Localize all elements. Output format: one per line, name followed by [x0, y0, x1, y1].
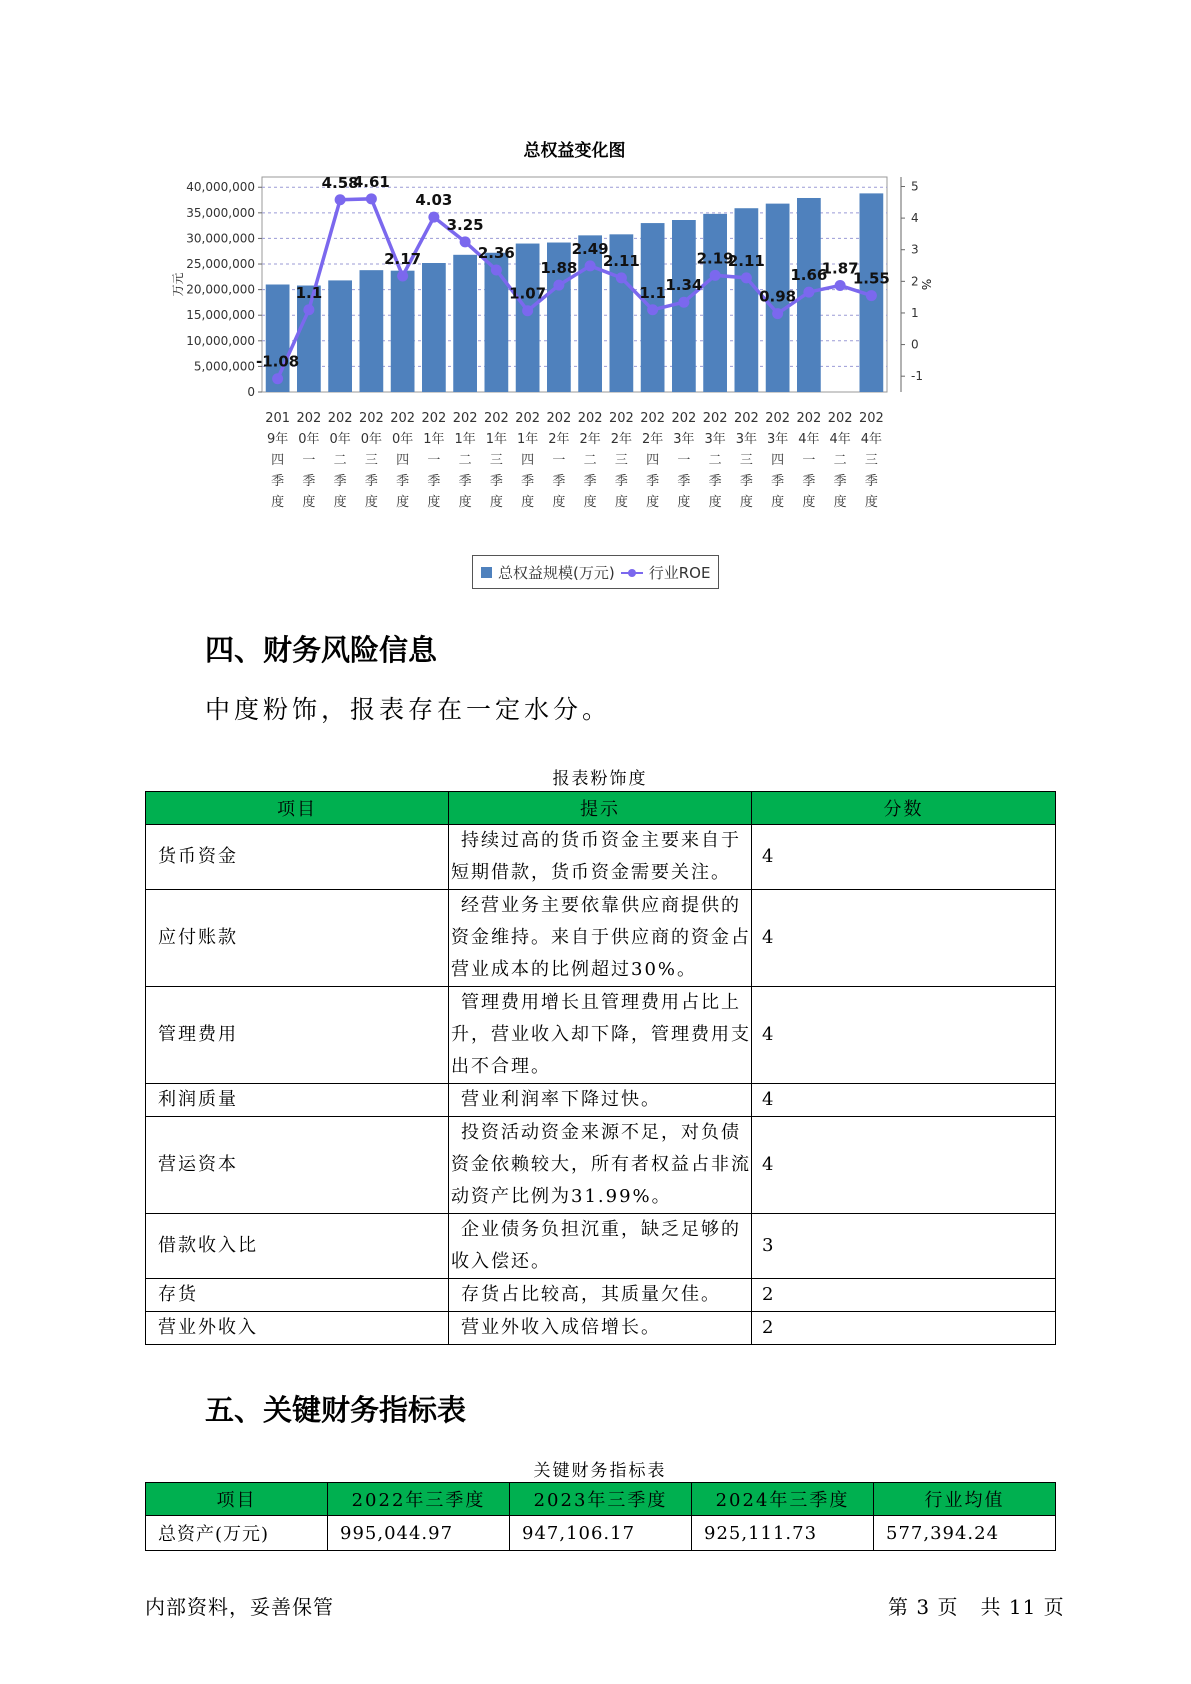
right-tick-label: 5	[911, 179, 919, 194]
risk-hint	[449, 1084, 752, 1117]
metrics-header-item: 项目	[146, 1483, 328, 1516]
x-tick-label: 季	[739, 474, 753, 489]
table-row	[146, 1279, 1056, 1312]
x-tick-label: 度	[364, 495, 378, 510]
x-tick-label: 0年	[391, 432, 414, 447]
risk-item: 应付账款	[146, 890, 449, 987]
right-tick-label: 1	[911, 305, 919, 320]
risk-hint-line: 管理费用增长且管理费用占比上	[461, 992, 741, 1013]
table-row	[146, 825, 1056, 890]
bar	[516, 244, 540, 392]
roe-data-label: 1.07	[509, 284, 547, 303]
x-tick-label: 三	[739, 453, 753, 468]
x-tick-label: 度	[302, 495, 316, 510]
x-tick-label: 季	[458, 474, 472, 489]
right-tick-label: 3	[911, 242, 919, 257]
x-tick-label: 度	[864, 495, 878, 510]
x-tick-label: 季	[489, 474, 503, 489]
risk-hint-line: 短期借款，货币资金需要关注。	[451, 862, 731, 883]
risk-item: 货币资金	[146, 825, 449, 890]
left-tick-label: 5,000,000	[193, 359, 255, 374]
x-tick-label: 度	[708, 495, 722, 510]
roe-data-label: 0.98	[759, 287, 797, 306]
risk-hint	[449, 987, 752, 1084]
x-tick-label: 度	[489, 495, 503, 510]
x-tick-label: 四	[396, 453, 410, 468]
x-tick-label: 四	[521, 453, 535, 468]
x-tick-label: 二	[833, 453, 847, 468]
legend-bar-swatch	[481, 567, 492, 578]
x-tick-label: 季	[864, 474, 878, 489]
x-tick-label: 度	[614, 495, 628, 510]
roe-point	[366, 193, 377, 204]
x-tick-label: 一	[552, 453, 566, 468]
x-tick-label: 季	[333, 474, 347, 489]
risk-hint	[449, 1117, 752, 1214]
x-tick-label: 2年	[610, 432, 633, 447]
x-tick-label: 202	[421, 411, 447, 426]
x-tick-label: 度	[396, 495, 410, 510]
x-tick-label: 二	[708, 453, 722, 468]
bar	[360, 270, 384, 392]
x-tick-label: 度	[771, 495, 785, 510]
x-tick-label: 二	[583, 453, 597, 468]
x-tick-label: 2年	[548, 432, 570, 447]
left-tick-label: 30,000,000	[186, 231, 255, 246]
roe-data-label: 2.11	[727, 251, 765, 270]
right-tick-label: 0	[911, 337, 919, 352]
x-tick-label: 度	[333, 495, 347, 510]
section5-heading: 五、关键财务指标表	[205, 1393, 467, 1427]
x-tick-label: 度	[427, 495, 441, 510]
x-tick-label: 季	[833, 474, 847, 489]
x-tick-label: 四	[771, 453, 785, 468]
risk-item: 存货	[146, 1279, 449, 1312]
roe-data-label: 2.17	[384, 249, 422, 268]
right-tick-label: 2	[911, 274, 919, 289]
risk-hint-line: 营业成本的比例超过30%。	[451, 959, 698, 980]
roe-point	[616, 272, 627, 283]
x-tick-label: 202	[640, 411, 666, 426]
x-tick-label: 季	[302, 474, 316, 489]
table-row	[146, 1117, 1056, 1214]
x-tick-label: 季	[427, 474, 441, 489]
x-tick-label: 202	[358, 411, 384, 426]
metrics-header-avg: 行业均值	[874, 1483, 1056, 1516]
metrics-cell: 925,111.73	[692, 1516, 874, 1551]
x-tick-label: 四	[646, 453, 660, 468]
left-tick-label: 10,000,000	[186, 333, 255, 348]
table-row	[146, 1084, 1056, 1117]
roe-point	[397, 270, 408, 281]
metrics-header-2022: 2022年三季度	[328, 1483, 510, 1516]
x-tick-label: 度	[521, 495, 535, 510]
x-tick-label: 季	[396, 474, 410, 489]
x-tick-label: 度	[583, 495, 597, 510]
risk-score: 4	[752, 1117, 1056, 1214]
x-tick-label: 度	[458, 495, 472, 510]
roe-point	[741, 272, 752, 283]
x-tick-label: 3年	[735, 432, 758, 447]
x-tick-label: 四	[271, 453, 285, 468]
plot-area	[262, 177, 887, 392]
x-tick-label: 202	[515, 411, 541, 426]
risk-hint-line: 收入偿还。	[451, 1251, 551, 1272]
metrics-cell: 995,044.97	[328, 1516, 510, 1551]
risk-hint-line: 营业利润率下降过快。	[461, 1089, 661, 1110]
risk-score: 4	[752, 825, 1056, 890]
x-tick-label: 9年	[266, 432, 289, 447]
legend-line-swatch	[621, 567, 643, 578]
x-tick-label: 三	[364, 453, 378, 468]
legend-bar-label: 总权益规模(万元)	[498, 563, 615, 582]
x-tick-label: 1年	[423, 432, 445, 447]
bar	[735, 208, 759, 392]
x-tick-label: 202	[327, 411, 353, 426]
x-tick-label: 202	[702, 411, 728, 426]
x-tick-label: 季	[614, 474, 628, 489]
x-tick-label: 2年	[579, 432, 601, 447]
risk-score: 4	[752, 890, 1056, 987]
roe-data-label: 1.55	[852, 269, 890, 288]
x-tick-label: 202	[452, 411, 478, 426]
x-tick-label: 0年	[360, 432, 383, 447]
x-tick-label: 季	[646, 474, 660, 489]
x-tick-label: 4年	[860, 432, 883, 447]
metrics-table-caption: 关键财务指标表	[533, 1461, 667, 1481]
risk-score: 4	[752, 987, 1056, 1084]
roe-point	[772, 308, 783, 319]
risk-hint-line: 经营业务主要依靠供应商提供的	[461, 895, 741, 916]
x-tick-label: 202	[671, 411, 697, 426]
x-tick-label: 202	[733, 411, 759, 426]
x-tick-label: 一	[802, 453, 816, 468]
risk-hint-line: 升，营业收入却下降，管理费用支	[451, 1024, 751, 1045]
risk-item: 利润质量	[146, 1084, 449, 1117]
risk-hint-line: 资金依赖较大，所有者权益占非流	[451, 1154, 751, 1175]
left-axis-title: 万元	[171, 272, 185, 297]
risk-hint	[449, 825, 752, 890]
risk-hint-line: 企业债务负担沉重，缺乏足够的	[461, 1219, 741, 1240]
x-tick-label: 度	[646, 495, 660, 510]
roe-data-label: 2.36	[477, 243, 515, 262]
roe-point	[522, 305, 533, 316]
metrics-cell: 577,394.24	[874, 1516, 1056, 1551]
x-tick-label: 3年	[766, 432, 789, 447]
roe-point	[460, 236, 471, 247]
x-tick-label: 202	[827, 411, 853, 426]
x-tick-label: 202	[296, 411, 322, 426]
header-hint: 提示	[449, 792, 752, 825]
risk-hint-line: 资金维持。来自于供应商的资金占	[451, 927, 751, 948]
x-tick-label: 202	[390, 411, 416, 426]
roe-point	[272, 373, 283, 384]
risk-score: 4	[752, 1084, 1056, 1117]
left-tick-label: 35,000,000	[186, 205, 255, 220]
x-tick-label: 202	[796, 411, 822, 426]
right-tick-label: -1	[911, 369, 923, 384]
x-tick-label: 0年	[329, 432, 351, 447]
equity-chart-svg	[170, 140, 960, 550]
roe-data-label: 1.87	[821, 259, 859, 278]
roe-point	[335, 194, 346, 205]
x-tick-label: 二	[333, 453, 347, 468]
roe-data-label: 4.03	[415, 191, 453, 210]
roe-data-label: 1.88	[540, 259, 578, 278]
x-tick-label: 三	[489, 453, 503, 468]
roe-data-label: 1.66	[790, 266, 828, 285]
roe-point	[428, 212, 439, 223]
roe-data-label: 2.19	[696, 249, 734, 268]
x-tick-label: 季	[771, 474, 785, 489]
bar	[328, 280, 352, 392]
roe-data-label: 2.11	[602, 251, 640, 270]
x-tick-label: 201	[265, 411, 291, 426]
x-tick-label: 202	[858, 411, 884, 426]
roe-data-label: 4.61	[352, 172, 390, 191]
risk-hint-line: 营业外收入成倍增长。	[461, 1317, 661, 1338]
x-tick-label: 一	[302, 453, 316, 468]
roe-point	[803, 287, 814, 298]
x-tick-label: 一	[677, 453, 691, 468]
roe-point	[866, 290, 877, 301]
risk-hint-line: 存货占比较高，其质量欠佳。	[461, 1284, 721, 1305]
risk-score: 2	[752, 1279, 1056, 1312]
x-tick-label: 4年	[829, 432, 851, 447]
x-tick-label: 季	[677, 474, 691, 489]
x-tick-label: 3年	[673, 432, 695, 447]
roe-point	[585, 260, 596, 271]
x-tick-label: 202	[765, 411, 791, 426]
risk-item: 管理费用	[146, 987, 449, 1084]
header-score: 分数	[752, 792, 1056, 825]
footer-page-number: 第 3 页 共 11 页	[888, 1595, 1065, 1619]
bar	[703, 214, 727, 392]
x-tick-label: 季	[583, 474, 597, 489]
risk-score: 2	[752, 1312, 1056, 1345]
legend-line-label: 行业ROE	[648, 563, 711, 582]
right-axis-title: %	[919, 278, 933, 291]
risk-hint	[449, 1312, 752, 1345]
x-tick-label: 度	[833, 495, 847, 510]
metrics-table	[145, 1482, 1056, 1551]
roe-point	[647, 304, 658, 315]
header-item: 项目	[146, 792, 449, 825]
x-tick-label: 0年	[298, 432, 320, 447]
metrics-cell: 总资产(万元)	[146, 1516, 328, 1551]
risk-hint	[449, 890, 752, 987]
equity-chart	[170, 140, 960, 590]
chart-legend	[472, 555, 719, 589]
roe-data-label: 2.49	[571, 239, 609, 258]
x-tick-label: 季	[364, 474, 378, 489]
left-tick-label: 15,000,000	[186, 308, 255, 323]
x-tick-label: 季	[552, 474, 566, 489]
risk-hint-line: 动资产比例为31.99%。	[451, 1186, 672, 1207]
left-tick-label: 25,000,000	[186, 257, 255, 272]
x-tick-label: 1年	[485, 432, 508, 447]
bar	[391, 271, 415, 392]
x-tick-label: 4年	[798, 432, 820, 447]
risk-score: 3	[752, 1214, 1056, 1279]
roe-data-label: 1.34	[665, 276, 703, 295]
roe-point	[303, 304, 314, 315]
x-tick-label: 202	[577, 411, 603, 426]
x-tick-label: 季	[271, 474, 285, 489]
x-tick-label: 季	[521, 474, 535, 489]
metrics-cell: 947,106.17	[510, 1516, 692, 1551]
risk-table-header	[146, 792, 1056, 825]
roe-point	[491, 264, 502, 275]
right-tick-label: 4	[911, 211, 919, 226]
x-tick-label: 度	[739, 495, 753, 510]
x-tick-label: 季	[802, 474, 816, 489]
x-tick-label: 度	[552, 495, 566, 510]
risk-hint	[449, 1279, 752, 1312]
risk-item: 营业外收入	[146, 1312, 449, 1345]
x-tick-label: 202	[483, 411, 509, 426]
bar	[422, 263, 446, 392]
risk-item: 营运资本	[146, 1117, 449, 1214]
risk-table-caption: 报表粉饰度	[552, 769, 648, 789]
x-tick-label: 度	[802, 495, 816, 510]
table-row	[146, 1214, 1056, 1279]
roe-data-label: -1.08	[256, 352, 300, 371]
x-tick-label: 1年	[454, 432, 476, 447]
risk-item: 借款收入比	[146, 1214, 449, 1279]
left-tick-label: 0	[247, 385, 255, 399]
roe-data-label: 4.58	[321, 173, 359, 192]
bar	[453, 255, 477, 392]
roe-data-label: 1.1	[295, 283, 323, 302]
x-tick-label: 202	[608, 411, 634, 426]
chart-title: 总权益变化图	[523, 141, 626, 161]
left-tick-label: 40,000,000	[186, 180, 255, 195]
x-tick-label: 度	[677, 495, 691, 510]
roe-data-label: 3.25	[446, 215, 484, 234]
section4-heading: 四、财务风险信息	[205, 633, 438, 667]
bar	[578, 235, 602, 392]
x-tick-label: 202	[546, 411, 572, 426]
x-tick-label: 2年	[641, 432, 664, 447]
x-tick-label: 季	[708, 474, 722, 489]
table-row	[146, 1516, 1056, 1551]
roe-point	[678, 297, 689, 308]
x-tick-label: 度	[271, 495, 285, 510]
table-row	[146, 987, 1056, 1084]
x-tick-label: 三	[614, 453, 628, 468]
metrics-table-header	[146, 1483, 1056, 1516]
roe-point	[553, 280, 564, 291]
table-row	[146, 1312, 1056, 1345]
section4-paragraph: 中度粉饰，报表存在一定水分。	[205, 695, 612, 724]
risk-table	[145, 791, 1056, 1345]
risk-hint-line: 出不合理。	[451, 1056, 551, 1077]
x-tick-label: 二	[458, 453, 472, 468]
roe-data-label: 1.1	[639, 283, 666, 302]
x-tick-label: 1年	[516, 432, 539, 447]
roe-point	[835, 280, 846, 291]
metrics-header-2024: 2024年三季度	[692, 1483, 874, 1516]
x-tick-label: 3年	[704, 432, 726, 447]
metrics-header-2023: 2023年三季度	[510, 1483, 692, 1516]
x-tick-label: 一	[427, 453, 441, 468]
x-tick-label: 三	[864, 453, 878, 468]
left-tick-label: 20,000,000	[186, 282, 255, 297]
table-row	[146, 890, 1056, 987]
risk-hint-line: 投资活动资金来源不足，对负债	[461, 1122, 741, 1143]
risk-hint-line: 持续过高的货币资金主要来自于	[461, 830, 741, 851]
roe-point	[710, 270, 721, 281]
footer-left: 内部资料，妥善保管	[145, 1595, 334, 1619]
risk-hint	[449, 1214, 752, 1279]
